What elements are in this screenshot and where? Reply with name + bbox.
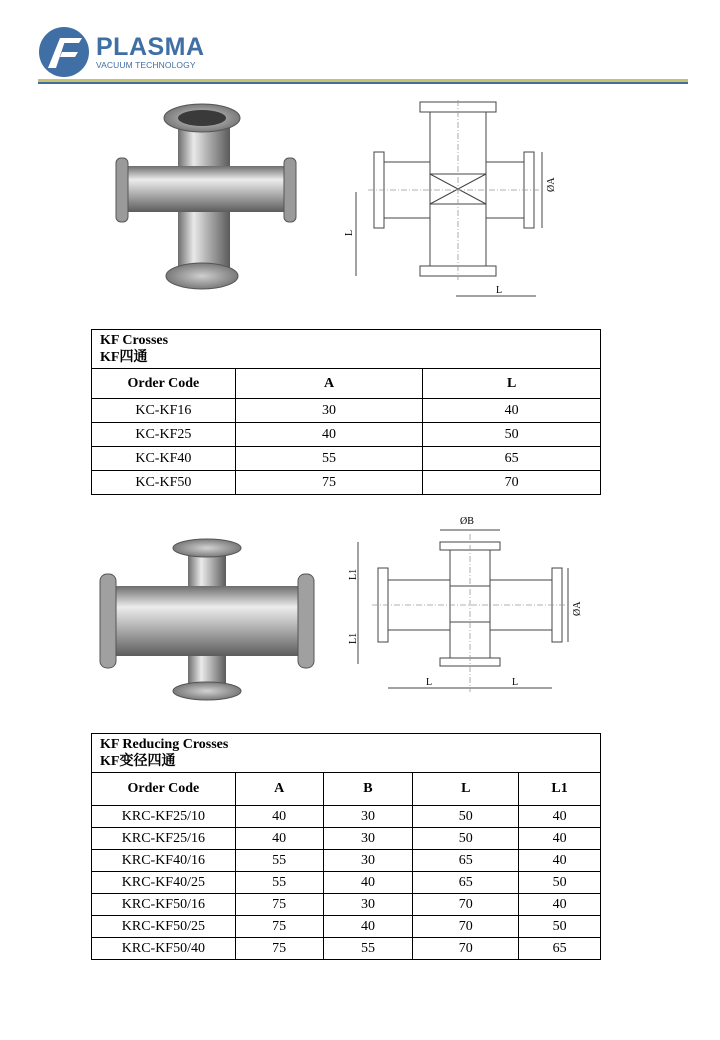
a-cell: 40 — [235, 806, 323, 828]
table-row — [92, 916, 601, 938]
kf-crosses-title-en: KF Crosses — [100, 333, 169, 348]
order-code-cell: KRC-KF40/25 — [92, 872, 236, 894]
reducing-header-a: A — [235, 773, 323, 806]
kf-crosses-title-cn: KF四通 — [100, 350, 148, 365]
kf-reducing-cross-product-image — [96, 536, 318, 702]
l-cell: 50 — [413, 806, 519, 828]
reducing-dim-dia-b: ØB — [460, 516, 474, 527]
l1-cell: 40 — [519, 850, 601, 872]
reducing-dim-l1-bottom: L1 — [348, 632, 359, 644]
a-cell: 30 — [235, 399, 423, 423]
b-cell: 40 — [323, 916, 413, 938]
order-code-cell: KRC-KF40/16 — [92, 850, 236, 872]
reducing-dim-dia-a: ØA — [572, 601, 583, 616]
a-cell: 40 — [235, 828, 323, 850]
a-cell: 75 — [235, 894, 323, 916]
reducing-dim-l1-top: L1 — [348, 568, 359, 580]
l1-cell: 50 — [519, 872, 601, 894]
reducing-header-l: L — [413, 773, 519, 806]
table-row — [92, 850, 601, 872]
l-cell: 70 — [413, 938, 519, 960]
crosses-header-l: L — [423, 369, 601, 399]
l1-cell: 40 — [519, 894, 601, 916]
l-cell: 65 — [413, 872, 519, 894]
order-code-cell: KRC-KF50/40 — [92, 938, 236, 960]
kf-reducing-crosses-title-en: KF Reducing Crosses — [100, 737, 229, 752]
kf-reducing-crosses-title-cell — [92, 734, 601, 773]
l1-cell: 65 — [519, 938, 601, 960]
a-cell: 75 — [235, 916, 323, 938]
table-row — [92, 399, 601, 423]
a-cell: 55 — [235, 447, 423, 471]
order-code-cell: KRC-KF50/16 — [92, 894, 236, 916]
order-code-cell: KRC-KF50/25 — [92, 916, 236, 938]
b-cell: 30 — [323, 894, 413, 916]
crosses-dim-dia-a: ØA — [546, 177, 557, 192]
kf-crosses-title-cell — [92, 330, 601, 369]
table-row — [92, 872, 601, 894]
l-cell: 65 — [413, 850, 519, 872]
l1-cell: 50 — [519, 916, 601, 938]
brand-name: PLASMA — [96, 33, 205, 61]
reducing-header-b: B — [323, 773, 413, 806]
a-cell: 75 — [235, 938, 323, 960]
l-cell: 65 — [423, 447, 601, 471]
kf-reducing-cross-technical-drawing — [346, 512, 586, 698]
l-cell: 70 — [413, 894, 519, 916]
kf-crosses-table — [91, 329, 601, 495]
b-cell: 40 — [323, 872, 413, 894]
crosses-dim-l-horizontal: L — [496, 285, 503, 296]
table-row — [92, 447, 601, 471]
kf-cross-product-image — [110, 98, 300, 294]
a-cell: 55 — [235, 872, 323, 894]
crosses-header-order-code: Order Code — [92, 369, 236, 399]
l1-cell: 40 — [519, 806, 601, 828]
a-cell: 40 — [235, 423, 423, 447]
order-code-cell: KRC-KF25/16 — [92, 828, 236, 850]
table-row — [92, 806, 601, 828]
header-rule-blue — [38, 82, 688, 84]
reducing-header-order-code: Order Code — [92, 773, 236, 806]
kf-reducing-crosses-table — [91, 733, 601, 960]
reducing-header-l1: L1 — [519, 773, 601, 806]
crosses-header-a: A — [235, 369, 423, 399]
l-cell: 70 — [423, 471, 601, 495]
b-cell: 30 — [323, 806, 413, 828]
table-row — [92, 828, 601, 850]
order-code-cell: KRC-KF25/10 — [92, 806, 236, 828]
table-row — [92, 894, 601, 916]
order-code-cell: KC-KF25 — [92, 423, 236, 447]
order-code-cell: KC-KF16 — [92, 399, 236, 423]
l1-cell: 40 — [519, 828, 601, 850]
l-cell: 70 — [413, 916, 519, 938]
reducing-dim-l-right: L — [512, 677, 519, 688]
kf-reducing-crosses-title-cn: KF变径四通 — [100, 754, 176, 769]
table-row — [92, 471, 601, 495]
kf-cross-technical-drawing — [344, 100, 558, 305]
order-code-cell: KC-KF50 — [92, 471, 236, 495]
table-row — [92, 938, 601, 960]
a-cell: 55 — [235, 850, 323, 872]
l-cell: 40 — [423, 399, 601, 423]
l-cell: 50 — [423, 423, 601, 447]
table-row — [92, 423, 601, 447]
brand-tagline: VACUUM TECHNOLOGY — [96, 60, 196, 70]
l-cell: 50 — [413, 828, 519, 850]
plasma-logo-icon — [38, 26, 90, 78]
order-code-cell: KC-KF40 — [92, 447, 236, 471]
crosses-dim-l-vertical: L — [344, 229, 355, 236]
b-cell: 30 — [323, 828, 413, 850]
reducing-dim-l-left: L — [426, 677, 433, 688]
b-cell: 55 — [323, 938, 413, 960]
a-cell: 75 — [235, 471, 423, 495]
b-cell: 30 — [323, 850, 413, 872]
